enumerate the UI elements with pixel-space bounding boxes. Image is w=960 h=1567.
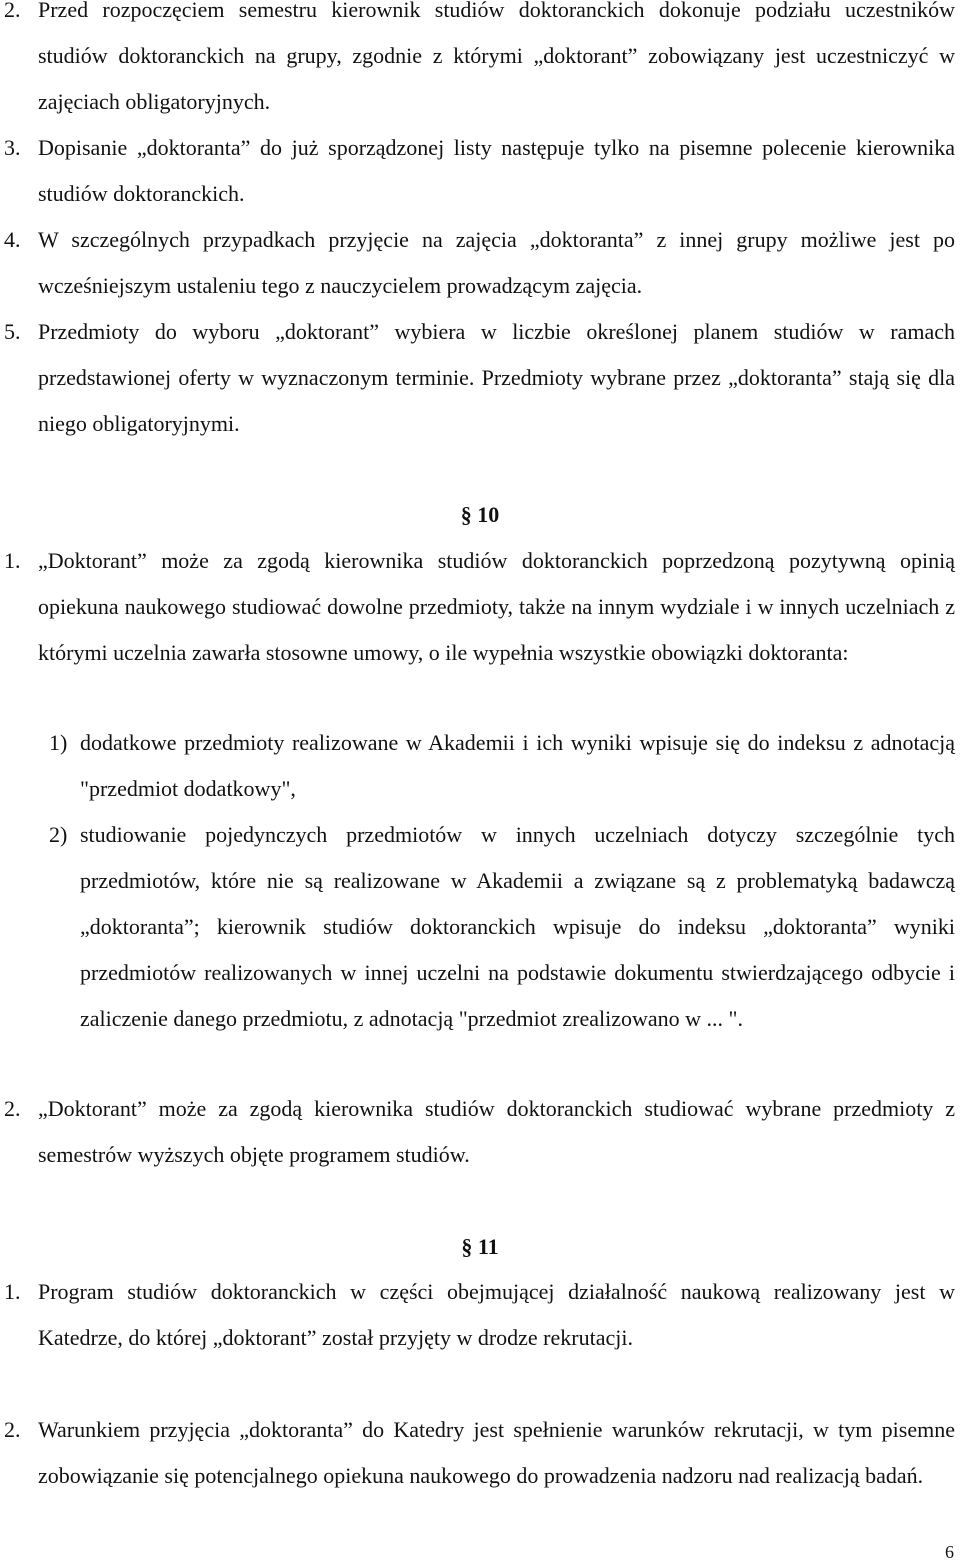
item-number: 3.: [4, 135, 21, 160]
section-heading: § 11: [461, 1234, 499, 1259]
section-heading: § 10: [460, 502, 500, 527]
item-number: 1.: [4, 548, 21, 573]
item-number: 1.: [4, 1279, 21, 1304]
list-item: [0, 1086, 955, 1178]
sub-list-item: [0, 720, 955, 812]
item-number: 2.: [4, 1096, 21, 1121]
item-text: „Doktorant” może za zgodą kierownika studiów doktoranckich studiować wybrane przedmioty z semestrów wyższych objęte programem studiów.: [38, 1096, 955, 1167]
item-text: Program studiów doktoranckich w części obejmującej działalność naukową realizowany jest w Katedrze, do której „doktorant” został przyjęty w drodze rekrutacji.: [38, 1279, 955, 1350]
item-text: dodatkowe przedmioty realizowane w Akademii i ich wyniki wpisuje się do indeksu z adnotacją "przedmiot dodatkowy",: [80, 730, 955, 801]
item-number: 2.: [4, 0, 21, 22]
item-text: Przed rozpoczęciem semestru kierownik studiów doktoranckich dokonuje podziału uczestników studiów doktoranckich na grupy, zgodnie z którymi „doktorant” zobowiązany jest uczestniczyć w zajęciach obligatoryjnych.: [38, 0, 955, 114]
list-item: [0, 1407, 955, 1499]
item-text: studiowanie pojedynczych przedmiotów w innych uczelniach dotyczy szczególnie tych przedmiotów, które nie są realizowane w Akademii a związane są z problematyką badawczą „doktoranta”; kierownik studiów doktoranckich wpisuje do indeksu „doktoranta” wyniki przedmiotów realizowanych w innej uczelni na podstawie dokumentu stwierdzającego odbycie i zaliczenie danego przedmiotu, z adnotacją "przedmiot zrealizowano w ... ".: [80, 822, 955, 1031]
list-item: [0, 309, 955, 447]
list-item: [0, 125, 955, 217]
item-text: W szczególnych przypadkach przyjęcie na zajęcia „doktoranta” z innej grupy możliwe jest po wcześniejszym ustaleniu tego z nauczycielem prowadzącym zajęcia.: [38, 227, 955, 298]
item-number: 4.: [4, 227, 21, 252]
page-number: 6: [945, 1542, 954, 1562]
item-number: 2): [49, 822, 68, 847]
list-item: [0, 217, 955, 309]
list-item: [0, 1269, 955, 1361]
list-item: [0, 538, 955, 676]
list-item: [0, 0, 955, 125]
sub-list-item: [0, 812, 955, 1042]
item-number: 1): [49, 730, 68, 755]
item-text: Warunkiem przyjęcia „doktoranta” do Katedry jest spełnienie warunków rekrutacji, w tym pisemne zobowiązanie się potencjalnego opiekuna naukowego do prowadzenia nadzoru nad realizacją badań.: [38, 1417, 955, 1488]
item-number: 5.: [4, 319, 21, 344]
item-number: 2.: [4, 1417, 21, 1442]
item-text: „Doktorant” może za zgodą kierownika studiów doktoranckich poprzedzoną pozytywną opinią opiekuna naukowego studiować dowolne przedmioty, także na innym wydziale i w innych uczelniach z którymi uczelnia zawarła stosowne umowy, o ile wypełnia wszystkie obowiązki doktoranta:: [38, 548, 955, 665]
item-text: Przedmioty do wyboru „doktorant” wybiera w liczbie określonej planem studiów w ramach przedstawionej oferty w wyznaczonym terminie. Przedmioty wybrane przez „doktoranta” stają się dla niego obligatoryjnymi.: [38, 319, 955, 436]
item-text: Dopisanie „doktoranta” do już sporządzonej listy następuje tylko na pisemne polecenie kierownika studiów doktoranckich.: [38, 135, 955, 206]
